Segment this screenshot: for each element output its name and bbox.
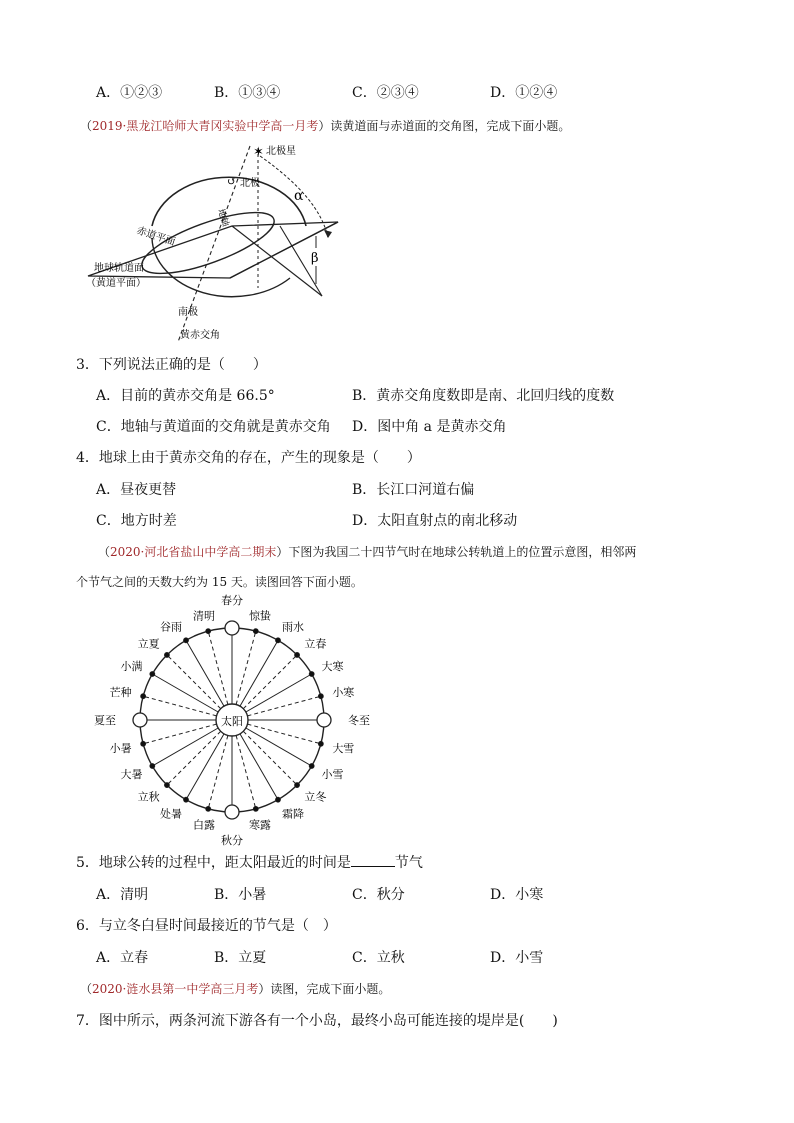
term-marker	[294, 652, 299, 657]
q4-option-b: B．长江口河道右偏	[352, 482, 475, 498]
source-line-2	[98, 543, 636, 560]
term-label: 大寒	[321, 660, 344, 673]
term-marker	[275, 797, 280, 802]
option-b: B．①③④	[214, 85, 281, 101]
term-marker	[141, 741, 146, 746]
term-label: 寒露	[248, 818, 271, 832]
q3-option-b: B．黄赤交角度数即是南、北回归线的度数	[352, 388, 615, 404]
term-marker	[164, 782, 169, 787]
major-term-marker	[225, 805, 239, 819]
q4-option-d: D．太阳直射点的南北移动	[352, 513, 518, 529]
term-label: 芒种	[109, 686, 132, 700]
term-label: 夏至	[94, 714, 116, 727]
term-marker	[150, 671, 155, 676]
term-label: 立春	[304, 637, 327, 651]
solar-terms-diagram	[94, 594, 380, 847]
spoke-line	[208, 735, 228, 808]
spoke-line	[243, 655, 297, 709]
term-marker	[183, 638, 188, 643]
source-paren: （	[98, 545, 111, 559]
major-term-marker	[225, 621, 239, 635]
source-label: 2020·河北省盐山中学高二期末	[110, 545, 277, 559]
sun-label: 太阳	[221, 715, 243, 728]
source-label: 2019·黑龙江哈师大青冈实验中学高一月考	[92, 119, 319, 133]
question-7: 7．图中所示，两条河流下游各有一个小岛，最终小岛可能连接的堤岸是( )	[76, 1013, 558, 1029]
term-label: 立秋	[137, 790, 160, 804]
label-axis: 地轴	[215, 207, 231, 229]
spoke-line	[236, 735, 256, 808]
term-marker	[318, 694, 323, 699]
q3-option-a: A．目前的黄赤交角是 66.5°	[96, 388, 275, 404]
term-label: 谷雨	[160, 620, 182, 634]
question-6: 6．与立冬白昼时间最接近的节气是（ ）	[76, 918, 337, 934]
q3-option-d: D．图中角 a 是黄赤交角	[352, 419, 507, 435]
term-marker	[183, 797, 188, 802]
source-label: 2020·涟水县第一中学高三月考	[92, 982, 259, 996]
term-marker	[164, 652, 169, 657]
term-label: 春分	[221, 594, 243, 607]
spoke-line	[236, 631, 256, 704]
source-line-3	[80, 980, 390, 997]
term-label: 清明	[193, 609, 216, 623]
q6-option-b: B．立夏	[214, 950, 267, 966]
north-arrow-icon: ↺	[227, 175, 237, 188]
spoke-line	[167, 731, 221, 785]
q5-option-a: A．清明	[96, 887, 149, 903]
q5-option-d: D．小寒	[490, 887, 544, 903]
answer-blank	[351, 854, 395, 867]
major-term-marker	[317, 713, 331, 727]
q5-stem: 5．地球公转的过程中，距太阳最近的时间是	[76, 855, 351, 871]
term-label: 惊蛰	[248, 609, 271, 623]
term-marker	[309, 763, 314, 768]
equator-plane-edge	[232, 226, 322, 296]
label-ecliptic-plane: （黄道平面）	[86, 278, 146, 289]
term-marker	[253, 629, 258, 634]
label-obliquity: 黄赤交角	[180, 330, 220, 341]
label-north-star: 北极星	[266, 146, 296, 157]
q6-option-a: A．立春	[96, 950, 149, 966]
q5-stem-end: 节气	[394, 855, 423, 871]
q3-option-c: C．地轴与黄道面的交角就是黄赤交角	[96, 419, 331, 435]
option-d: D．①②④	[490, 85, 558, 101]
term-label: 小暑	[109, 741, 132, 755]
spoke-line	[208, 631, 228, 704]
source-text: ）读图，完成下面小题。	[258, 982, 391, 996]
term-marker	[253, 806, 258, 811]
spoke-line	[247, 724, 320, 744]
label-south-pole: 南极	[178, 307, 198, 318]
q5-option-b: B．小暑	[214, 887, 267, 903]
term-label: 小雪	[321, 768, 344, 781]
option-c: C．②③④	[352, 85, 419, 101]
q6-option-c: C．立秋	[352, 950, 405, 966]
label-equator-plane: 赤道平面	[135, 225, 177, 249]
source-line-1	[80, 117, 570, 134]
term-label: 处暑	[160, 807, 182, 821]
q5-option-c: C．秋分	[352, 887, 405, 903]
source-paren: （	[80, 119, 93, 133]
term-label: 霜降	[282, 807, 304, 821]
label-orbit-plane: 地球轨道面	[94, 263, 144, 274]
star-icon: ✶	[253, 145, 264, 160]
spoke-line	[247, 696, 320, 716]
term-label: 立冬	[304, 790, 327, 804]
spoke-line	[143, 696, 216, 716]
spoke-line	[167, 655, 221, 709]
term-label: 大暑	[120, 768, 143, 781]
label-beta: β	[311, 251, 319, 266]
spoke-line	[243, 731, 297, 785]
source-text: ）读黄道面与赤道面的交角图，完成下面小题。	[318, 119, 571, 133]
term-marker	[150, 763, 155, 768]
term-label: 小寒	[332, 686, 355, 700]
term-marker	[275, 638, 280, 643]
term-label: 小满	[120, 660, 143, 673]
question-5	[76, 852, 423, 872]
term-marker	[141, 694, 146, 699]
term-label: 雨水	[282, 620, 304, 634]
source-paren: （	[80, 982, 93, 996]
q6-option-d: D．小雪	[490, 950, 544, 966]
term-marker	[309, 671, 314, 676]
label-north-pole: 北极	[240, 178, 260, 189]
source-text: ）下图为我国二十四节气时在地球公转轨道上的位置示意图，相邻两	[276, 545, 637, 559]
source-line-2b: 个节气之间的天数大约为 15 天。读图回答下面小题。	[76, 575, 363, 589]
term-marker	[206, 629, 211, 634]
major-term-marker	[133, 713, 147, 727]
question-4: 4．地球上由于黄赤交角的存在，产生的现象是（ ）	[76, 450, 421, 466]
term-label: 立夏	[137, 637, 160, 651]
term-marker	[318, 741, 323, 746]
option-a: A．①②③	[96, 85, 163, 101]
term-label: 冬至	[348, 714, 370, 727]
term-label: 白露	[193, 818, 216, 832]
spoke-line	[143, 724, 216, 744]
term-marker	[294, 782, 299, 787]
label-alpha: α	[294, 188, 304, 204]
q4-option-c: C．地方时差	[96, 513, 177, 529]
question-3: 3．下列说法正确的是（ ）	[76, 357, 267, 373]
obliquity-diagram	[80, 138, 340, 348]
term-label: 大雪	[332, 741, 355, 755]
term-label: 秋分	[221, 834, 243, 847]
q4-option-a: A．昼夜更替	[96, 482, 177, 498]
term-marker	[206, 806, 211, 811]
